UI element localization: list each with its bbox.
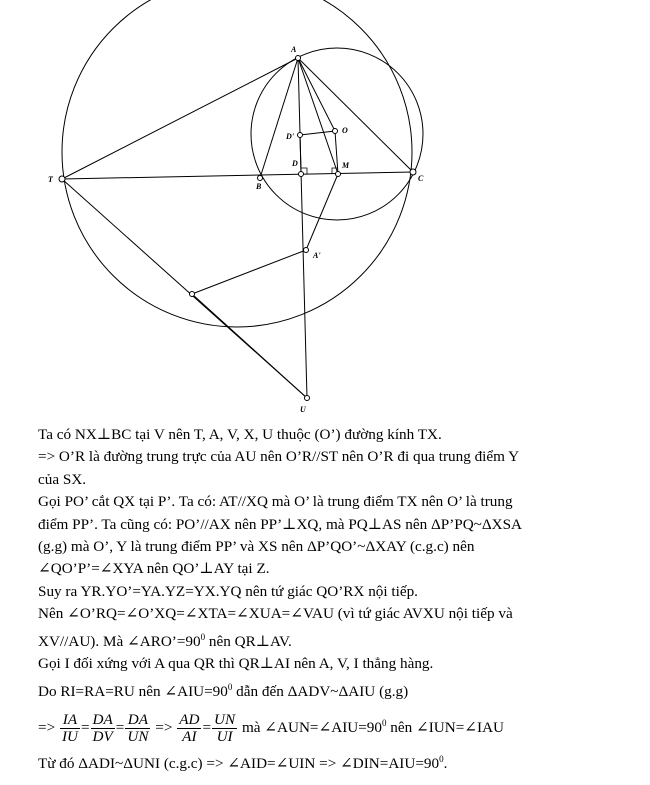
label-O: O [342, 126, 348, 135]
degree-sup: 0 [439, 754, 444, 765]
proof-last-line [38, 748, 638, 775]
proof-line-5: điểm PP’. Ta cũng có: PO’//AX nên PP’⊥XQ, mà PQ⊥AS nên ΔP’PQ~ΔXSA [38, 515, 523, 533]
segment-AO [298, 58, 335, 131]
segment-BX [192, 250, 306, 294]
segment-TC [62, 172, 413, 179]
label-A: A [291, 45, 297, 54]
fraction-IA-IU [60, 712, 80, 745]
point-D [299, 172, 304, 177]
last-line-text: Từ đó ΔADI~ΔUNI (c.g.c) => ∠AID=∠UIN => ∠DIN=AIU=90 [38, 755, 440, 773]
big-circle [62, 0, 412, 327]
proof-line-10-text: XV//AU). Mà ∠ARO’=90 [38, 632, 201, 650]
proof-line-11: Gọi I đối xứng với A qua QR thì QR⊥AI nên A, V, I thẳng hàng. [38, 655, 434, 673]
point-O [333, 129, 338, 134]
point-B [258, 176, 263, 181]
fraction-AD-AI [177, 712, 201, 745]
label-T: T [48, 175, 53, 184]
segment-TA [62, 58, 298, 179]
proof-equation-line: => $\frac{IA}{IU}$ = $\frac{DA}{DV}$ = $\frac{DA}{UN}$ => $\frac{AD}{AI}$ = $\frac{UN}{UI}$ mà $\angle AUN=\angle AIU=90^0$ nên ∠IUN=∠IAU [38, 711, 505, 746]
frac-den: IU [61, 728, 78, 746]
segment-UB [192, 294, 307, 398]
label-B: B [256, 182, 262, 191]
point-Aprime [304, 248, 309, 253]
degree-sup: 0 [200, 631, 206, 642]
fraction-DA-UN [125, 712, 150, 745]
point-A [296, 56, 301, 61]
proof-text [38, 424, 638, 776]
proof-line-7: ∠QO’P’=∠XYA nên QO’⊥AY tại Z. [38, 560, 270, 578]
proof-line-12-text: Do RI=RA=RU nên ∠AIU=90 [38, 682, 228, 700]
small-circle [251, 48, 423, 220]
proof-line-2: => O’R là đường trung trực của AU nên O’R//ST nên O’R đi qua trung điểm Y [38, 448, 520, 466]
frac-num: IA [60, 712, 80, 729]
point-Dprime [298, 133, 303, 138]
degree-sup: 0 [227, 681, 233, 692]
label-D: D [292, 159, 298, 168]
label-M: M [342, 161, 350, 170]
segment-AU [298, 58, 307, 398]
frac-den: AI [182, 728, 197, 746]
segment-DprimeO [300, 131, 335, 135]
segment-AprimeM [306, 174, 338, 250]
last-line-end: . [443, 755, 448, 773]
frac-num: DA [125, 712, 150, 729]
segment-AC [298, 58, 413, 172]
point-U [305, 396, 310, 401]
frac-den: UN [127, 728, 149, 746]
label-C: C [418, 174, 424, 183]
proof-line-3: của SX. [38, 470, 87, 488]
proof-line-4: Gọi PO’ cắt QX tại P’. Ta có: AT//XQ mà O’ là trung điểm TX nên O’ là trung [38, 493, 513, 511]
proof-line-1: Ta có NX⊥BC tại V nên T, A, V, X, U thuộc (O’) đường kính TX. [38, 426, 442, 443]
label-Dprime: D' [286, 132, 294, 141]
fraction-UN-UI [212, 712, 237, 745]
frac-den: UI [216, 728, 233, 746]
point-X [190, 292, 195, 297]
proof-line-12-tail: dẫn đến ΔADV~ΔAIU (g.g) [236, 682, 409, 700]
degree-sup: 0 [381, 718, 387, 728]
proof-line-12 [38, 676, 638, 703]
point-M [336, 172, 341, 177]
frac-den: DV [92, 728, 113, 746]
proof-line-8: Suy ra YR.YO’=YA.YZ=YX.YQ nên tứ giác QO’RX nội tiếp. [38, 582, 418, 600]
label-Aprime: A' [313, 251, 321, 260]
proof-line-10-tail: nên QR⊥AV. [205, 632, 292, 650]
point-C [410, 169, 416, 175]
eq-tail-b: nên ∠IUN=∠IAU [386, 719, 505, 737]
eq-prefix: => [38, 719, 56, 737]
label-U: U [300, 405, 306, 414]
fraction-DA-DV [91, 712, 115, 745]
eq-arrow: => [155, 719, 173, 737]
frac-num: DA [92, 711, 113, 729]
frac-num: AD [179, 711, 200, 729]
proof-line-10 [38, 626, 638, 653]
segment-DprimeD [300, 135, 301, 174]
frac-num: UN [214, 711, 236, 729]
proof-line-6: (g.g) mà O’, Y là trung điểm PP’ và XS nên ΔP’QO’~ΔXAY (c.g.c) nên [38, 538, 475, 556]
proof-line-9: Nên ∠O’RQ=∠O’XQ=∠XTA=∠XUA=∠VAU (vì tứ giác AVXU nội tiếp và [38, 605, 513, 623]
point-T [59, 176, 65, 182]
segment-AM [298, 58, 338, 174]
eq-tail-a: mà ∠AUN=∠AIU=90 [241, 719, 382, 737]
